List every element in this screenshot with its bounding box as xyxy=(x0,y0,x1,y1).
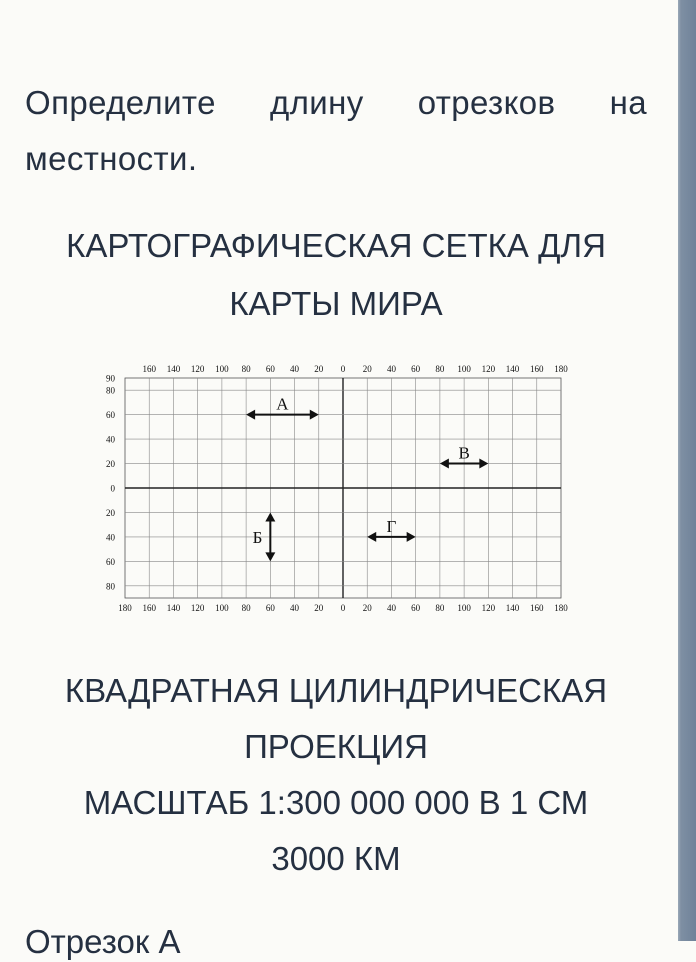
top-longitude-label: 120 xyxy=(481,364,496,374)
bottom-longitude-label: 160 xyxy=(142,603,156,613)
segment-label: Г xyxy=(386,516,397,536)
top-longitude-label: 60 xyxy=(265,364,275,374)
arrow-head xyxy=(440,459,449,469)
window-edge xyxy=(678,0,696,941)
top-longitude-label: 40 xyxy=(290,364,300,374)
latitude-label: 90 xyxy=(106,373,115,384)
scale-line-1: МАСШТАБ 1:300 000 000 В 1 СМ xyxy=(83,784,589,821)
segment-label: Б xyxy=(252,527,263,547)
arrow-head xyxy=(367,532,376,542)
latitude-label: 40 xyxy=(106,434,115,445)
arrow-head xyxy=(407,532,416,542)
arrow-head xyxy=(265,512,275,521)
bottom-longitude-label: 20 xyxy=(362,603,372,613)
top-longitude-label: 180 xyxy=(554,364,568,374)
bottom-longitude-label: 140 xyxy=(166,603,181,613)
top-longitude-label: 20 xyxy=(314,364,324,374)
top-longitude-label: 80 xyxy=(241,364,251,374)
arrow-head xyxy=(310,410,319,420)
top-longitude-label: 140 xyxy=(166,364,181,374)
top-longitude-label: 60 xyxy=(411,364,421,374)
scale-line-2: 3000 КМ xyxy=(271,840,401,877)
top-longitude-label: 100 xyxy=(215,364,229,374)
top-longitude-label: 160 xyxy=(530,364,544,374)
latitude-label: 0 xyxy=(110,483,115,494)
bottom-longitude-label: 120 xyxy=(481,603,496,613)
segment-label: А xyxy=(276,394,289,414)
bottom-longitude-label: 40 xyxy=(386,603,396,613)
latitude-label: 60 xyxy=(106,410,115,421)
arrow-head xyxy=(246,410,255,420)
arrow-head xyxy=(479,459,488,469)
top-longitude-label: 80 xyxy=(435,364,445,374)
bottom-longitude-label: 180 xyxy=(118,603,132,613)
projection-line-2: ПРОЕКЦИЯ xyxy=(244,728,428,765)
bottom-longitude-label: 100 xyxy=(215,603,229,613)
bottom-longitude-label: 100 xyxy=(457,603,471,613)
arrow-head xyxy=(265,552,275,561)
bottom-longitude-label: 60 xyxy=(265,603,275,613)
bottom-longitude-label: 0 xyxy=(340,603,346,613)
top-longitude-label: 0 xyxy=(340,364,346,374)
projection-heading xyxy=(20,663,652,887)
latitude-label: 80 xyxy=(106,581,115,592)
top-longitude-label: 100 xyxy=(457,364,471,374)
top-longitude-label: 40 xyxy=(386,364,396,374)
top-longitude-label: 20 xyxy=(362,364,372,374)
grid-lines xyxy=(125,378,561,598)
segment-label: В xyxy=(458,443,470,463)
latitude-label: 20 xyxy=(106,459,115,470)
latitude-label: 80 xyxy=(106,385,115,396)
cut-off-text: Отрезок А xyxy=(25,923,181,960)
bottom-longitude-label: 60 xyxy=(411,603,421,613)
top-longitude-label: 120 xyxy=(190,364,205,374)
latitude-label: 20 xyxy=(106,507,115,518)
latitude-label: 40 xyxy=(106,532,115,543)
bottom-longitude-label: 80 xyxy=(435,603,445,613)
bottom-longitude-label: 120 xyxy=(190,603,205,613)
projection-line-1: КВАДРАТНАЯ ЦИЛИНДРИЧЕСКАЯ xyxy=(64,672,608,709)
bottom-longitude-label: 40 xyxy=(290,603,300,613)
bottom-longitude-label: 80 xyxy=(241,603,251,613)
bottom-longitude-label: 160 xyxy=(530,603,544,613)
bottom-longitude-label: 20 xyxy=(314,603,324,613)
latitude-label: 60 xyxy=(106,556,115,567)
top-longitude-label: 160 xyxy=(142,364,156,374)
bottom-longitude-label: 180 xyxy=(554,603,568,613)
coordinate-grid xyxy=(95,360,585,620)
top-longitude-label: 140 xyxy=(505,364,520,374)
task-instruction: Определите длину отрезков на местности. xyxy=(25,84,647,177)
grid-title: КАРТОГРАФИЧЕСКАЯ СЕТКА ДЛЯ КАРТЫ МИРА xyxy=(66,227,606,322)
bottom-longitude-label: 140 xyxy=(505,603,520,613)
